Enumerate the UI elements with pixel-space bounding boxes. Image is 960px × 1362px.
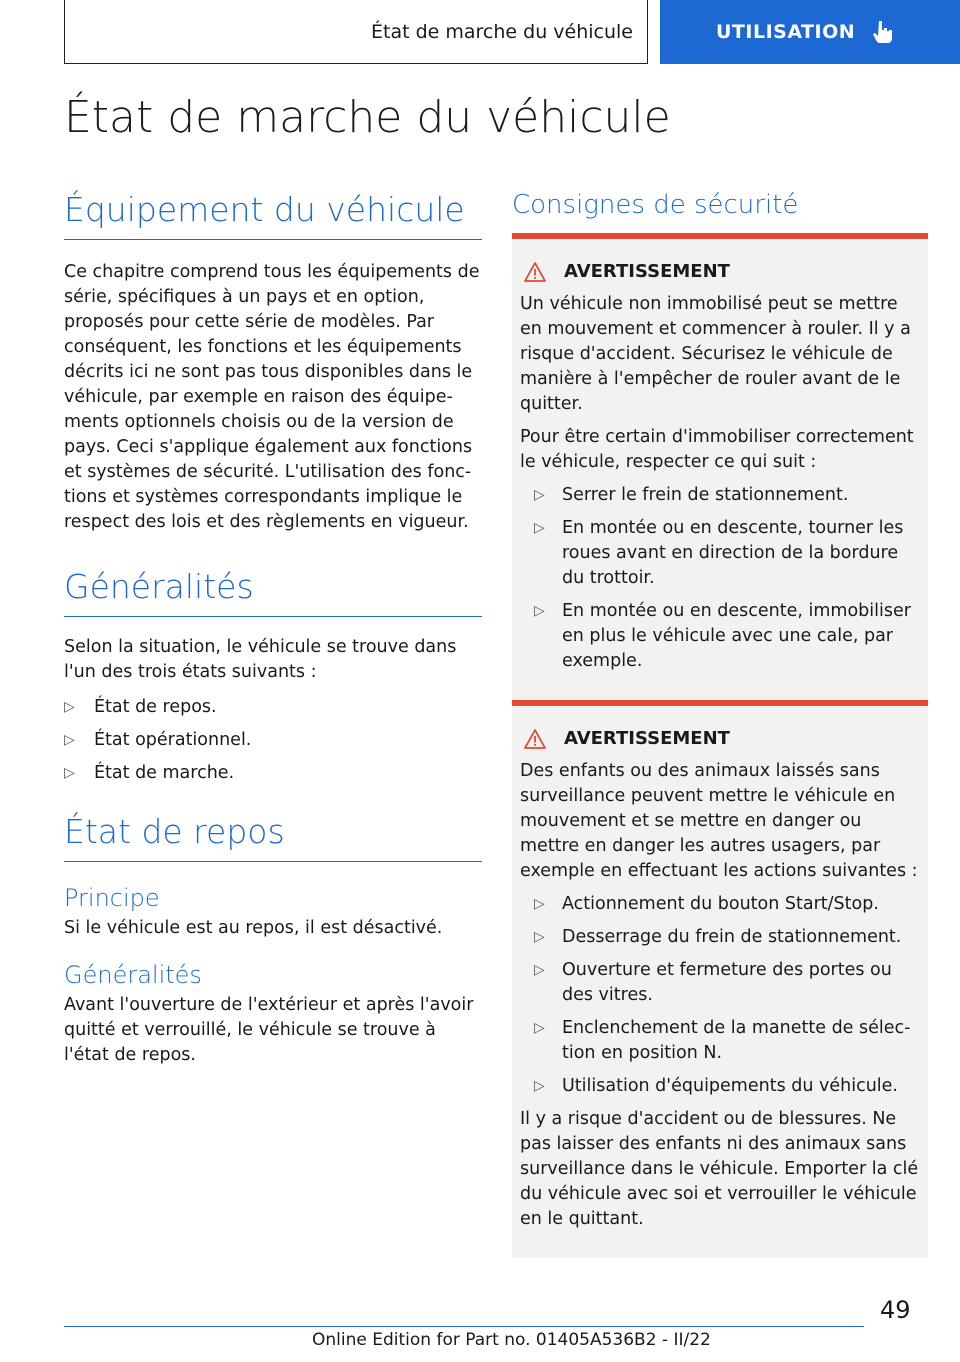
hand-pointer-icon	[873, 20, 895, 44]
principe-heading: Principe	[64, 884, 160, 912]
warning-box-1	[512, 233, 928, 700]
repos-generalites-heading: Généralités	[64, 961, 202, 989]
warning2-text2: Il y a risque d'accident ou de blessures. Ne pas laisser des enfants ni des animaux sans surveillance dans le véhicule. Emporter la clé du véhicule avec soi et verrouiller le véhicule en le quittant.	[520, 1109, 919, 1229]
equipment-rule	[64, 239, 482, 240]
warning2-text1: Des enfants ou des animaux laissés sans surveillance peuvent mettre le véhicule en mouvement et se mettre en danger ou mettre en danger les autres usagers, par exemple en effectuant les actions suivantes :	[520, 761, 918, 881]
triangle-bullet-icon: ▷	[534, 603, 545, 619]
list-item: ▷ En montée ou en descente, immobiliser en plus le véhicule avec une cale, par exemple.	[534, 601, 911, 671]
chapter-tab-label: UTILISATION	[716, 21, 856, 43]
list-item: ▷ État de repos.	[64, 695, 482, 720]
triangle-bullet-icon: ▷	[534, 1078, 545, 1094]
safety-heading: Consignes de sécurité	[512, 190, 799, 220]
generalites-heading: Généralités	[64, 567, 254, 606]
list-item: ▷ Serrer le frein de stationnement.	[534, 483, 920, 508]
warning-triangle-icon	[524, 262, 546, 282]
list-item: ▷ État de marche.	[64, 761, 482, 786]
triangle-bullet-icon: ▷	[64, 765, 75, 781]
page-number: 49	[880, 1296, 911, 1324]
section-tab-label: État de marche du véhicule	[371, 20, 633, 43]
triangle-bullet-icon: ▷	[64, 732, 75, 748]
warning-box-2	[512, 700, 928, 1258]
triangle-bullet-icon: ▷	[534, 487, 545, 503]
warning2-list	[520, 892, 920, 1099]
warning-title-2: AVERTISSEMENT	[520, 728, 920, 749]
warning1-text2: Pour être certain d'immobiliser correctement le véhicule, respecter ce qui suit :	[520, 427, 914, 472]
list-item: ▷ Desserrage du frein de stationnement.	[534, 925, 920, 950]
triangle-bullet-icon: ▷	[64, 699, 75, 715]
repos-rule	[64, 861, 482, 862]
repos-heading: État de repos	[64, 812, 285, 851]
chapter-tab[interactable]	[660, 0, 960, 64]
section-tab[interactable]	[64, 0, 648, 64]
warning1-list	[520, 483, 920, 674]
triangle-bullet-icon: ▷	[534, 962, 545, 978]
warning-title-1: AVERTISSEMENT	[520, 261, 920, 282]
equipment-heading: Équipement du véhicule	[64, 190, 465, 229]
warning-triangle-icon	[524, 729, 546, 749]
triangle-bullet-icon: ▷	[534, 520, 545, 536]
list-item: ▷ État opérationnel.	[64, 728, 482, 753]
list-item: ▷ Utilisation d'équipements du véhicule.	[534, 1074, 920, 1099]
list-item: ▷ En montée ou en descente, tourner les roues avant en direction de la bordure du trottoir.	[534, 518, 904, 588]
triangle-bullet-icon: ▷	[534, 929, 545, 945]
left-column	[64, 190, 482, 1068]
states-list	[64, 695, 482, 786]
warning1-text1: Un véhicule non immobilisé peut se mettre en mouvement et commencer à rouler. Il y a risque d'accident. Sécurisez le véhicule de manière à l'empêcher de rouler avant de le quitter.	[520, 294, 911, 414]
triangle-bullet-icon: ▷	[534, 896, 545, 912]
list-item: ▷ Enclenchement de la manette de sélection en position N.	[534, 1018, 911, 1063]
page-title: État de marche du véhicule	[64, 92, 671, 143]
list-item: ▷ Ouverture et fermeture des portes ou des vitres.	[534, 960, 892, 1005]
triangle-bullet-icon: ▷	[534, 1020, 545, 1036]
list-item: ▷ Actionnement du bouton Start/Stop.	[534, 892, 920, 917]
generalites-rule	[64, 616, 482, 617]
equipment-text: Ce chapitre comprend tous les équipements de série, spécifiques à un pays et en option, proposés pour cette série de modèles. Par conséquent, les fonctions et les équipements décrits ici ne sont pas tous disponibles dans le véhicule, par exemple en raison des équipements optionnels choisis ou de la version de pays. Ceci s'applique également aux fonctions et systèmes de sécurité. L'utilisation des fonctions et systèmes correspondants implique le respect des lois et des règlements en vigueur.	[64, 262, 480, 532]
generalites-text: Selon la situation, le véhicule se trouve dans l'un des trois états suivants :	[64, 637, 457, 682]
footer-rule	[64, 1326, 864, 1327]
principe-text: Si le véhicule est au repos, il est désactivé.	[64, 918, 443, 938]
repos-generalites-text: Avant l'ouverture de l'extérieur et après l'avoir quitté et verrouillé, le véhicule se trouve à l'état de repos.	[64, 995, 474, 1065]
footer-edition: Online Edition for Part no. 01405A536B2 - II/22	[312, 1330, 711, 1350]
